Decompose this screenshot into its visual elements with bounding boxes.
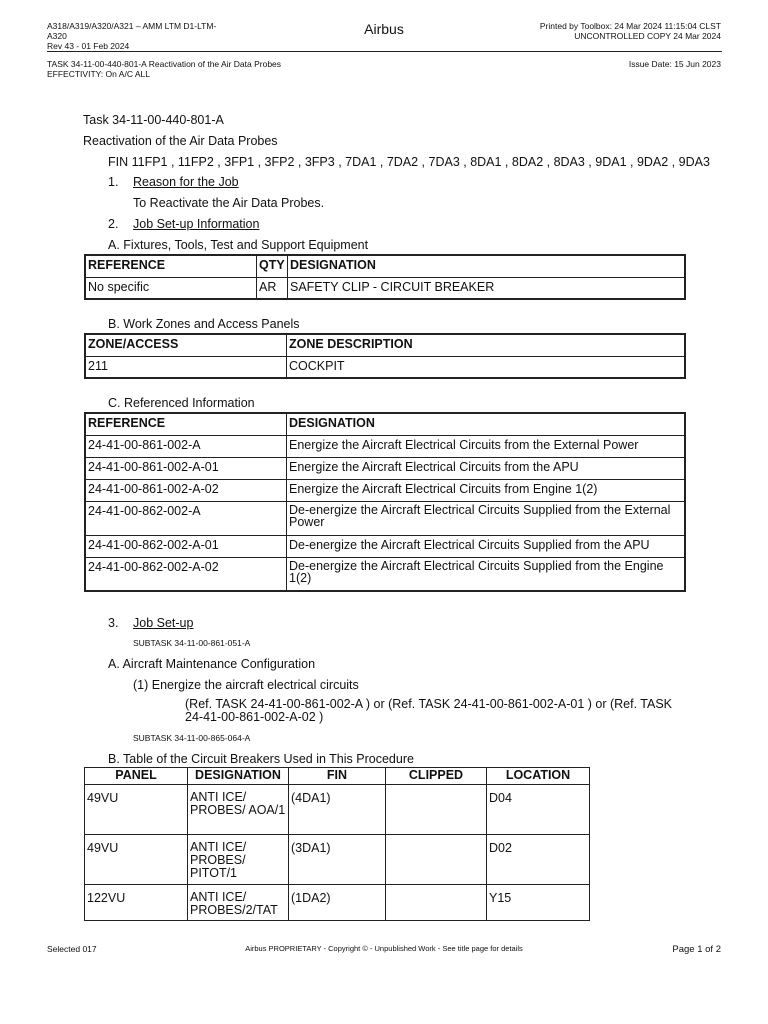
cb-cell-fin: (3DA1)	[289, 835, 386, 885]
zones-header-zone: ZONE/ACCESS	[85, 334, 287, 356]
zones-table	[84, 333, 686, 379]
task-info	[47, 59, 281, 79]
refs-line-1: (Ref. TASK 24-41-00-861-002-A ) or (Ref. TASK 24-41-00-861-002-A-01 ) or (Ref. TASK	[185, 697, 673, 711]
cb-header-clipped: CLIPPED	[386, 768, 487, 785]
section-1-number: 1.	[108, 175, 119, 189]
refs-cell-designation: Energize the Aircraft Electrical Circuits from Engine 1(2)	[287, 479, 686, 501]
doc-id-line2: A320	[47, 31, 67, 41]
doc-id-line1: A318/A319/A320/A321 – AMM LTM D1-LTM-	[47, 21, 217, 31]
tools-cell-qty: AR	[257, 277, 288, 299]
doc-revision: Rev 43 - 01 Feb 2024	[47, 41, 130, 51]
refs-cell-designation: De-energize the Aircraft Electrical Circuits Supplied from the External Power	[287, 501, 686, 535]
refs-cell-reference: 24-41-00-861-002-A-01	[85, 457, 287, 479]
table-row	[85, 277, 685, 299]
refs-line-2: 24-41-00-861-002-A-02 )	[185, 710, 324, 724]
refs-cell-designation: De-energize the Aircraft Electrical Circuits Supplied from the Engine 1(2)	[287, 557, 686, 591]
refs-cell-reference: 24-41-00-862-002-A-01	[85, 535, 287, 557]
task-fin-list: FIN 11FP1 , 11FP2 , 3FP1 , 3FP2 , 3FP3 , 7DA1 , 7DA2 , 7DA3 , 8DA1 , 8DA2 , 8DA3 , 9DA1 , 9DA2 , 9DA3	[108, 155, 710, 169]
refs-cell-reference: 24-41-00-861-002-A	[85, 435, 287, 457]
task-number: Task 34-11-00-440-801-A	[83, 113, 224, 127]
cb-header-location: LOCATION	[487, 768, 590, 785]
subsection-b-label: B. Work Zones and Access Panels	[108, 317, 300, 331]
refs-cell-designation: Energize the Aircraft Electrical Circuits from the External Power	[287, 435, 686, 457]
refs-header-reference: REFERENCE	[85, 413, 287, 435]
subtask-id-2: SUBTASK 34-11-00-865-064-A	[133, 733, 251, 743]
refs-cell-reference: 24-41-00-861-002-A-02	[85, 479, 287, 501]
zones-cell-description: COCKPIT	[287, 356, 686, 378]
header-divider	[47, 51, 722, 52]
table-row	[85, 479, 685, 501]
section-1-title: Reason for the Job	[133, 175, 239, 189]
cb-cell-fin: (4DA1)	[289, 785, 386, 835]
section-3a1-refs	[185, 698, 672, 724]
cb-cell-clipped	[386, 785, 487, 835]
cb-cell-clipped	[386, 885, 487, 921]
task-title: Reactivation of the Air Data Probes	[83, 134, 278, 148]
task-line: TASK 34-11-00-440-801-A Reactivation of the Air Data Probes	[47, 59, 282, 69]
tools-header-qty: QTY	[257, 255, 288, 277]
footer-copyright: Airbus PROPRIETARY - Copyright © - Unpublished Work - See title page for details	[245, 944, 523, 953]
cb-cell-fin: (1DA2)	[289, 885, 386, 921]
zones-header-description: ZONE DESCRIPTION	[287, 334, 686, 356]
refs-cell-designation: Energize the Aircraft Electrical Circuits from the APU	[287, 457, 686, 479]
section-3a1: (1) Energize the aircraft electrical circuits	[133, 678, 359, 692]
cb-cell-panel: 49VU	[85, 785, 188, 835]
refs-table	[84, 412, 686, 592]
table-row	[85, 435, 685, 457]
subtask-id-1: SUBTASK 34-11-00-861-051-A	[133, 638, 251, 648]
cb-cell-panel: 49VU	[85, 835, 188, 885]
cb-header-panel: PANEL	[85, 768, 188, 785]
table-row	[85, 835, 590, 885]
subsection-a-label: A. Fixtures, Tools, Test and Support Equipment	[108, 238, 369, 252]
zones-cell-zone: 211	[85, 356, 287, 378]
cb-cell-designation: ANTI ICE/ PROBES/2/TAT	[188, 885, 289, 921]
cb-cell-location: D04	[487, 785, 590, 835]
tools-cell-designation: SAFETY CLIP - CIRCUIT BREAKER	[288, 277, 686, 299]
tools-header-reference: REFERENCE	[85, 255, 257, 277]
tools-cell-reference: No specific	[85, 277, 257, 299]
section-3b-label: B. Table of the Circuit Breakers Used in This Procedure	[108, 752, 414, 766]
cb-cell-location: D02	[487, 835, 590, 885]
cb-cell-designation: ANTI ICE/ PROBES/ PITOT/1	[188, 835, 289, 885]
cb-cell-clipped	[386, 835, 487, 885]
section-2-number: 2.	[108, 217, 119, 231]
cb-cell-designation: ANTI ICE/ PROBES/ AOA/1	[188, 785, 289, 835]
tools-table	[84, 254, 686, 300]
subsection-c-label: C. Referenced Information	[108, 396, 255, 410]
table-row	[85, 557, 685, 591]
refs-cell-designation: De-energize the Aircraft Electrical Circuits Supplied from the APU	[287, 535, 686, 557]
table-row	[85, 457, 685, 479]
cb-cell-location: Y15	[487, 885, 590, 921]
effectivity: EFFECTIVITY: On A/C ALL	[47, 69, 150, 79]
footer-page-number: Page 1 of 2	[672, 944, 721, 955]
circuit-breaker-table	[84, 767, 590, 921]
brand-title: Airbus	[364, 21, 404, 37]
table-row	[85, 356, 685, 378]
refs-header-designation: DESIGNATION	[287, 413, 686, 435]
footer-selected: Selected 017	[47, 944, 97, 954]
print-info	[540, 21, 721, 41]
issue-date: Issue Date: 15 Jun 2023	[628, 59, 721, 69]
cb-header-fin: FIN	[289, 768, 386, 785]
cb-cell-panel: 122VU	[85, 885, 188, 921]
table-row	[85, 885, 590, 921]
tools-header-designation: DESIGNATION	[288, 255, 686, 277]
uncontrolled-copy: UNCONTROLLED COPY 24 Mar 2024	[574, 31, 721, 41]
section-3-title: Job Set-up	[133, 616, 194, 630]
refs-cell-reference: 24-41-00-862-002-A-02	[85, 557, 287, 591]
printed-by: Printed by Toolbox: 24 Mar 2024 11:15:04 CLST	[539, 21, 721, 31]
table-row	[85, 501, 685, 535]
cb-header-designation: DESIGNATION	[188, 768, 289, 785]
table-row	[85, 785, 590, 835]
section-2-title: Job Set-up Information	[133, 217, 260, 231]
section-3-number: 3.	[108, 616, 119, 630]
section-1-text: To Reactivate the Air Data Probes.	[133, 196, 325, 210]
refs-cell-reference: 24-41-00-862-002-A	[85, 501, 287, 535]
section-3a-label: A. Aircraft Maintenance Configuration	[108, 657, 316, 671]
table-row	[85, 535, 685, 557]
